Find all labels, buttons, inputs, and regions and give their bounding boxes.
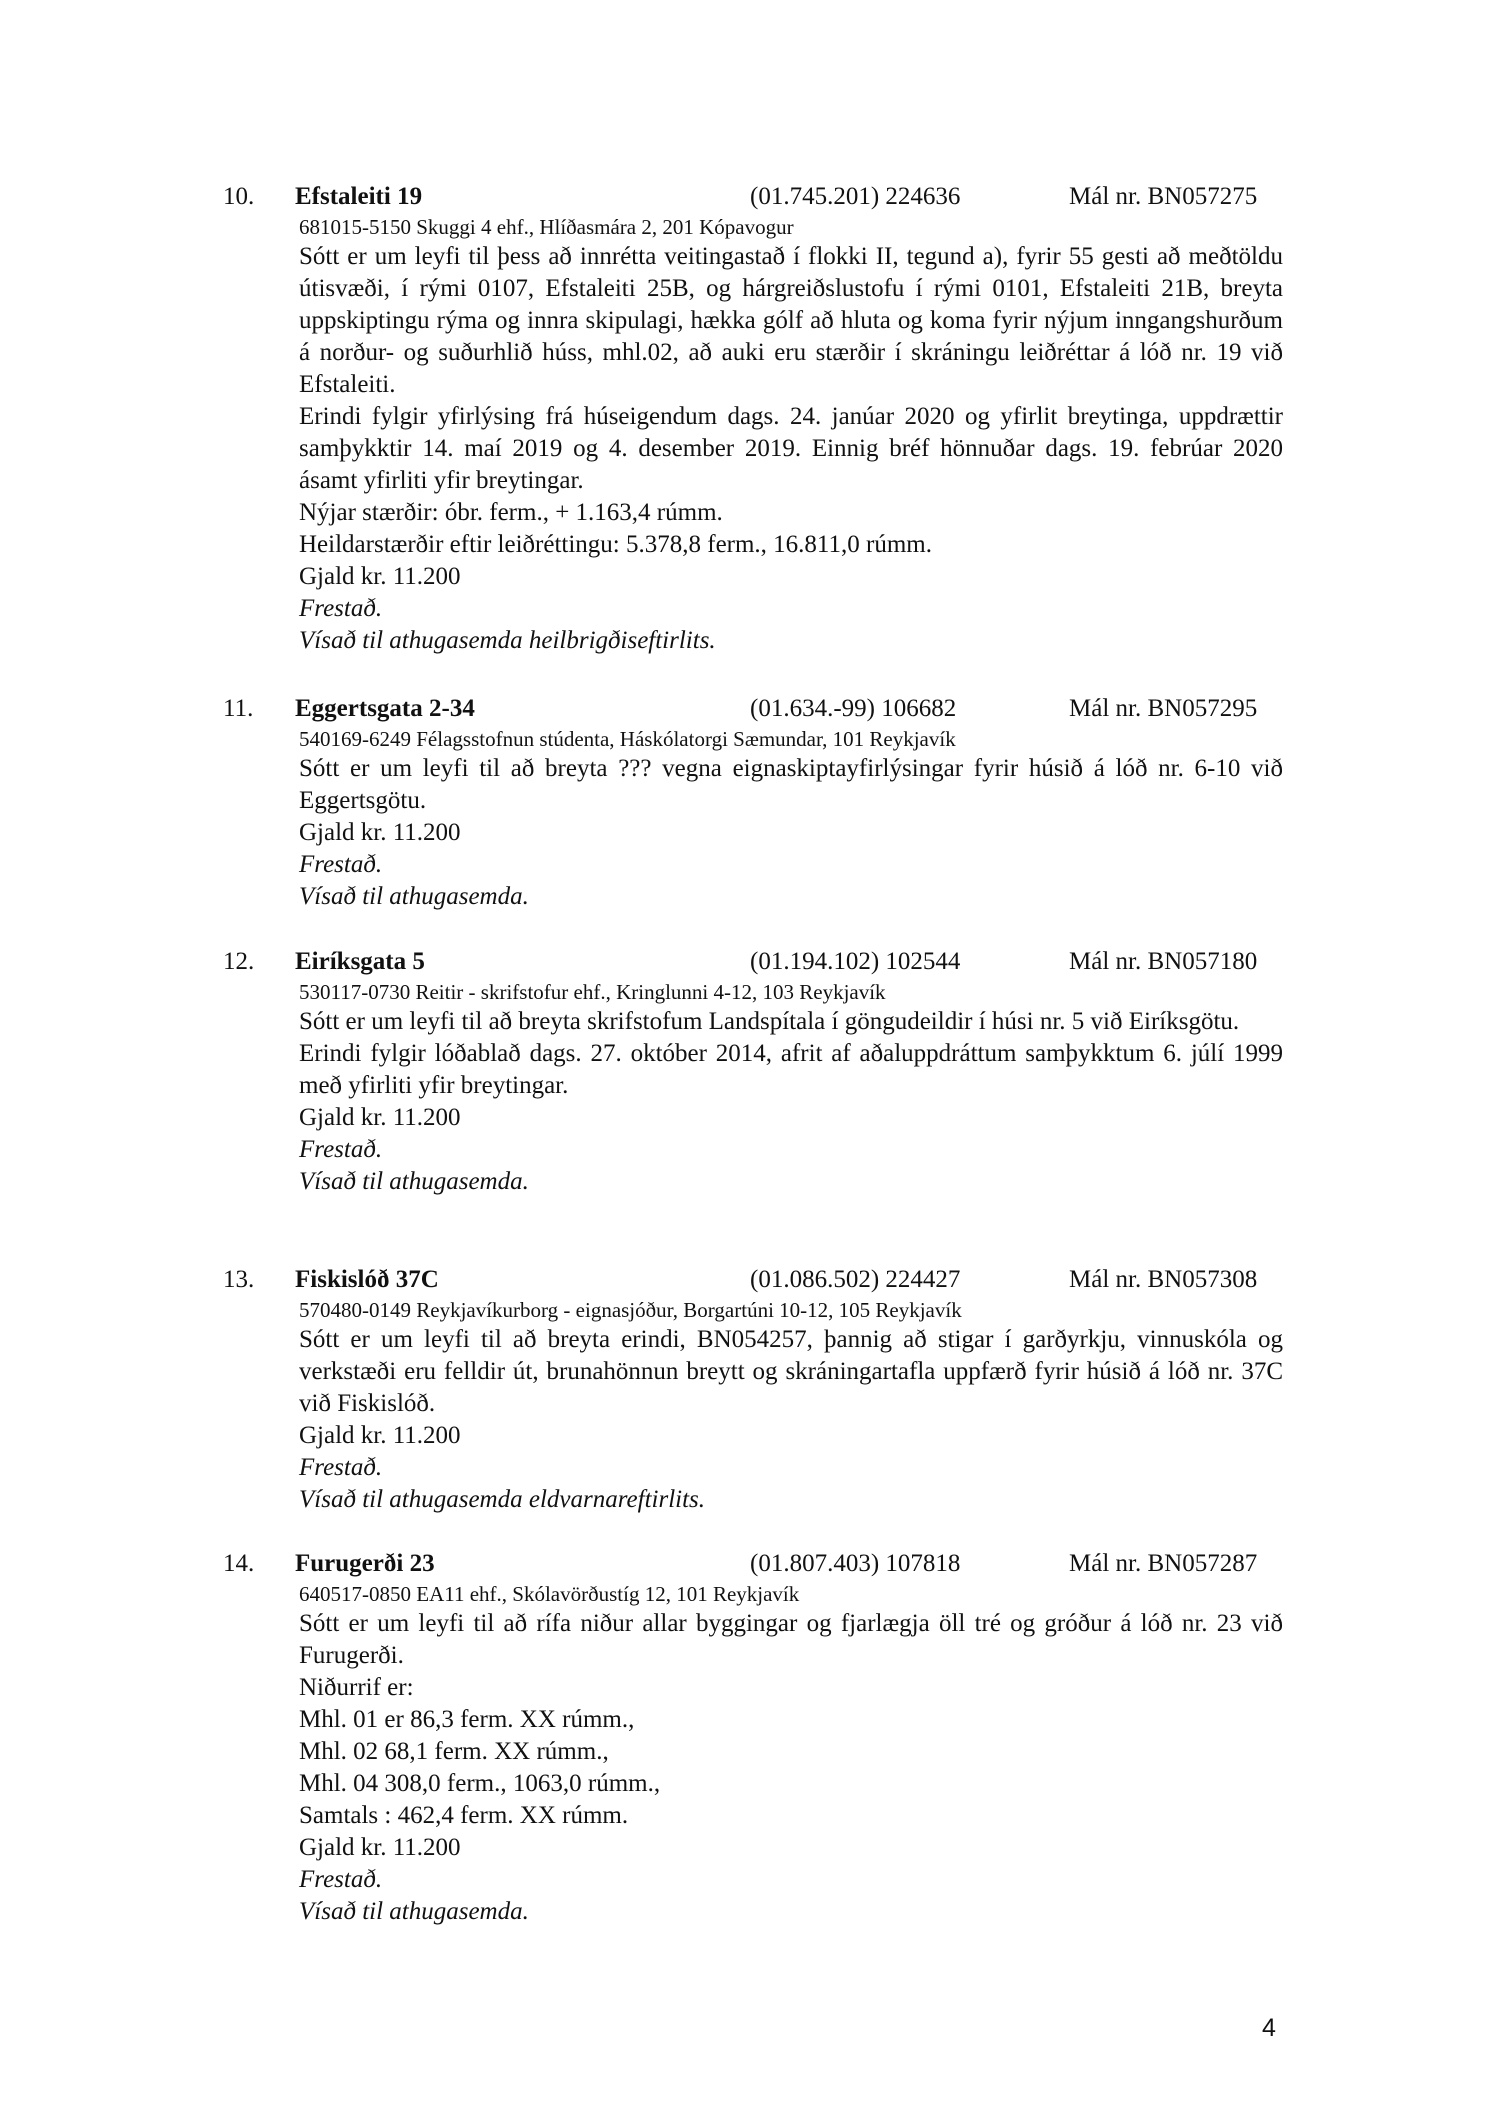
property-address: Efstaleiti 19	[295, 183, 423, 210]
fee: Gjald kr. 11.200	[299, 819, 461, 846]
referral: Vísað til athugasemda.	[299, 883, 529, 910]
page-number: 4	[1262, 2014, 1276, 2042]
status: Frestað.	[299, 851, 383, 878]
case-number: Mál nr. BN057180	[1069, 948, 1258, 975]
status: Frestað.	[299, 1866, 383, 1893]
detail-line: Heildarstærðir eftir leiðréttingu: 5.378,8 ferm., 16.811,0 rúmm.	[299, 531, 932, 558]
case-number: Mál nr. BN057308	[1069, 1266, 1258, 1293]
case-heading	[223, 1547, 1283, 1580]
case-heading	[223, 945, 1283, 978]
applicant: 681015-5150 Skuggi 4 ehf., Hlíðasmára 2, 201 Kópavogur	[299, 215, 794, 239]
description: Sótt er um leyfi til að breyta ??? vegna eignaskiptayfirlýsingar fyrir húsið á lóð nr. 6-10 við Eggertsgötu.	[299, 755, 1283, 814]
attachments: Erindi fylgir lóðablað dags. 27. október 2014, afrit af aðaluppdráttum samþykktum 6. júlí 1999 með yfirliti yfir breytingar.	[299, 1040, 1283, 1099]
case-item-11	[223, 692, 1283, 913]
fee: Gjald kr. 11.200	[299, 1104, 461, 1131]
land-id: (01.745.201) 224636	[750, 183, 961, 210]
referral: Vísað til athugasemda heilbrigðiseftirlits.	[299, 627, 716, 654]
applicant: 570480-0149 Reykjavíkurborg - eignasjóður, Borgartúni 10-12, 105 Reykjavík	[299, 1298, 962, 1322]
referral: Vísað til athugasemda eldvarnareftirlits.	[299, 1486, 706, 1513]
referral: Vísað til athugasemda.	[299, 1898, 529, 1925]
item-number: 14.	[223, 1550, 255, 1577]
fee: Gjald kr. 11.200	[299, 1834, 461, 1861]
fee: Gjald kr. 11.200	[299, 563, 461, 590]
description: Sótt er um leyfi til að breyta erindi, BN054257, þannig að stigar í garðyrkju, vinnuskóla og verkstæði eru felldir út, brunahönnun breytt og skráningartafla uppfærð fyrir húsið á lóð nr. 37C við Fiskislóð.	[299, 1326, 1283, 1417]
referral: Vísað til athugasemda.	[299, 1168, 529, 1195]
property-address: Eggertsgata 2-34	[295, 695, 475, 722]
detail-line: Nýjar stærðir: óbr. ferm., + 1.163,4 rúmm.	[299, 499, 723, 526]
case-item-14	[223, 1547, 1283, 1928]
applicant: 530117-0730 Reitir - skrifstofur ehf., Kringlunni 4-12, 103 Reykjavík	[299, 980, 886, 1004]
item-number: 11.	[223, 695, 254, 722]
item-number: 12.	[223, 948, 255, 975]
land-id: (01.194.102) 102544	[750, 948, 961, 975]
detail-line: Samtals : 462,4 ferm. XX rúmm.	[299, 1802, 629, 1829]
description: Sótt er um leyfi til að rífa niður allar byggingar og fjarlægja öll tré og gróður á lóð nr. 23 við Furugerði.	[299, 1610, 1283, 1669]
status: Frestað.	[299, 1454, 383, 1481]
attachments: Erindi fylgir yfirlýsing frá húseigendum dags. 24. janúar 2020 og yfirlit breytinga, uppdrættir samþykktir 14. maí 2019 og 4. desember 2019. Einnig bréf hönnuðar dags. 19. febrúar 2020 ásamt yfirliti yfir breytingar.	[299, 403, 1283, 494]
property-address: Furugerði 23	[295, 1550, 435, 1577]
case-heading	[223, 1263, 1283, 1296]
detail-line: Mhl. 02 68,1 ferm. XX rúmm.,	[299, 1738, 609, 1765]
property-address: Eiríksgata 5	[295, 948, 425, 975]
fee: Gjald kr. 11.200	[299, 1422, 461, 1449]
detail-line: Niðurrif er:	[299, 1674, 414, 1701]
applicant: 640517-0850 EA11 ehf., Skólavörðustíg 12, 101 Reykjavík	[299, 1582, 800, 1606]
detail-line: Mhl. 01 er 86,3 ferm. XX rúmm.,	[299, 1706, 635, 1733]
status: Frestað.	[299, 595, 383, 622]
case-body	[299, 1296, 1283, 1516]
land-id: (01.807.403) 107818	[750, 1550, 961, 1577]
case-item-13	[223, 1263, 1283, 1516]
case-item-12	[223, 945, 1283, 1198]
case-item-10	[223, 180, 1283, 657]
description: Sótt er um leyfi til að breyta skrifstofum Landspítala í göngudeildir í húsi nr. 5 við Eiríksgötu.	[299, 1008, 1240, 1035]
case-body	[299, 725, 1283, 913]
property-address: Fiskislóð 37C	[295, 1266, 439, 1293]
case-number: Mál nr. BN057275	[1069, 183, 1258, 210]
applicant: 540169-6249 Félagsstofnun stúdenta, Háskólatorgi Sæmundar, 101 Reykjavík	[299, 727, 956, 751]
case-number: Mál nr. BN057287	[1069, 1550, 1258, 1577]
description: Sótt er um leyfi til þess að innrétta veitingastað í flokki II, tegund a), fyrir 55 gesti að meðtöldu útisvæði, í rými 0107, Efstaleiti 25B, og hárgreiðslustofu í rými 0101, Efstaleiti 21B, breyta uppskiptingu rýma og innra skipulagi, hækka gólf að hluta og koma fyrir nýjum inngangshurðum á norður- og suðurhlið húss, mhl.02, að auki eru stærðir í skráningu leiðréttar á lóð nr. 19 við Efstaleiti.	[299, 243, 1283, 398]
case-heading	[223, 692, 1283, 725]
status: Frestað.	[299, 1136, 383, 1163]
case-body	[299, 1580, 1283, 1928]
case-body	[299, 978, 1283, 1198]
land-id: (01.086.502) 224427	[750, 1266, 961, 1293]
case-number: Mál nr. BN057295	[1069, 695, 1258, 722]
detail-line: Mhl. 04 308,0 ferm., 1063,0 rúmm.,	[299, 1770, 661, 1797]
case-heading	[223, 180, 1283, 213]
item-number: 10.	[223, 183, 255, 210]
land-id: (01.634.-99) 106682	[750, 695, 957, 722]
item-number: 13.	[223, 1266, 255, 1293]
case-body	[299, 213, 1283, 657]
